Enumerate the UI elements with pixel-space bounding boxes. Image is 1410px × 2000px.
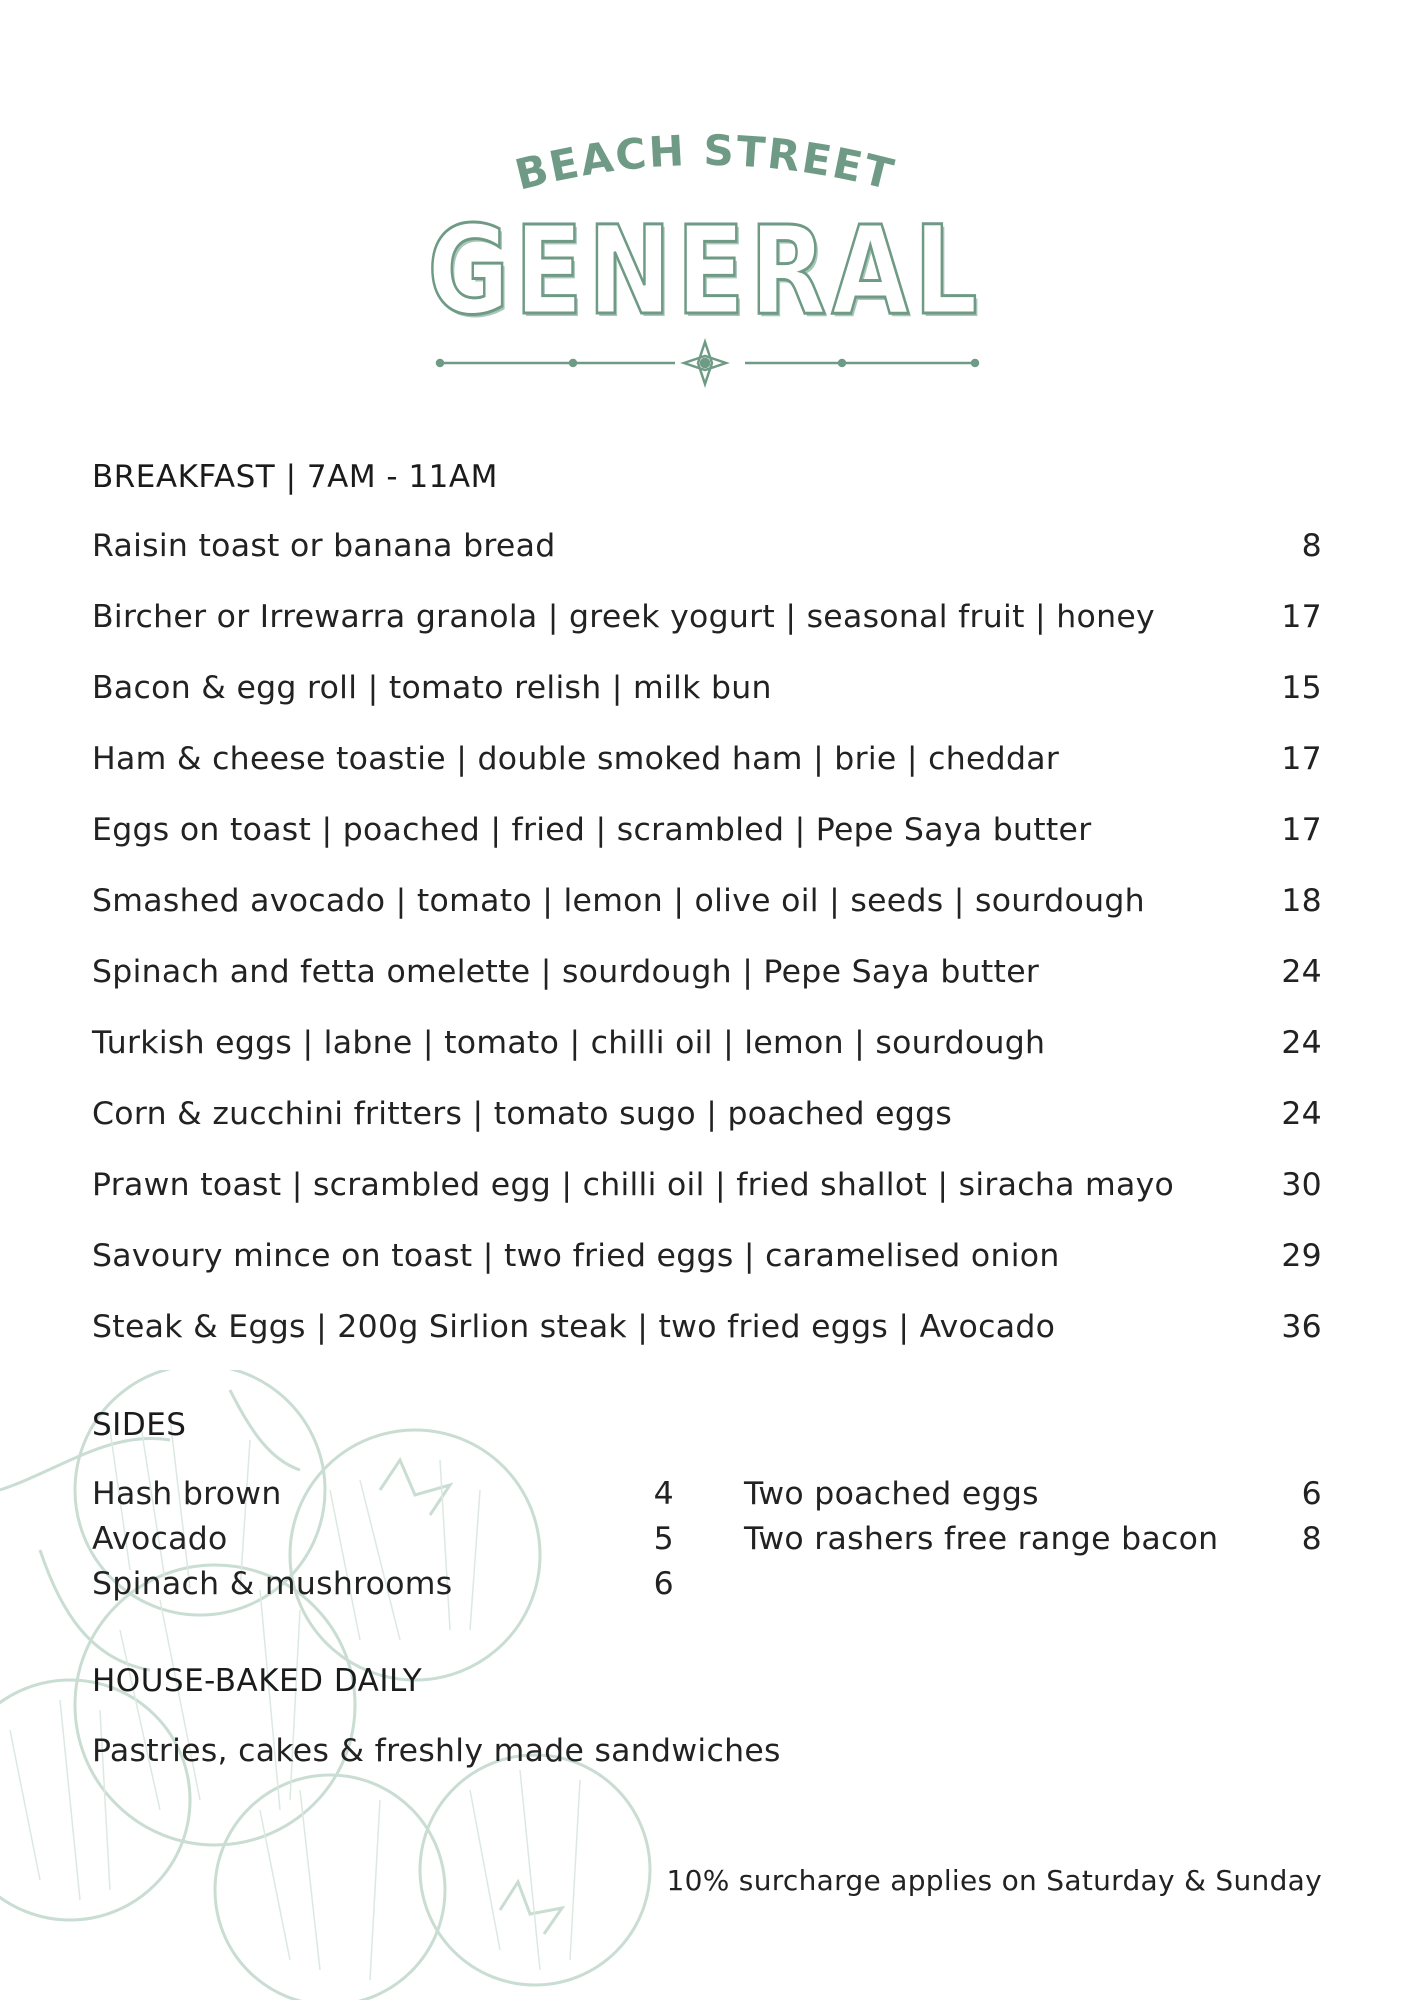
menu-item	[92, 1008, 1322, 1079]
side-item-name: Hash brown	[92, 1476, 282, 1512]
brand-small-title: BEACH STREET	[510, 125, 900, 200]
sides-right-column	[744, 1472, 1322, 1562]
side-item-price: 5	[653, 1521, 674, 1557]
side-item-price: 8	[1301, 1521, 1322, 1557]
side-item	[92, 1562, 674, 1607]
side-item-name: Two rashers free range bacon	[744, 1521, 1219, 1557]
menu-item-name: Savoury mince on toast | two fried eggs | caramelised onion	[92, 1238, 1060, 1274]
menu-item-name: Bircher or Irrewarra granola | greek yogurt | seasonal fruit | honey	[92, 599, 1155, 635]
house-baked-text: Pastries, cakes & freshly made sandwiches	[92, 1733, 781, 1769]
breakfast-heading: BREAKFAST | 7AM - 11AM	[92, 459, 498, 495]
surcharge-note: 10% surcharge applies on Saturday & Sunday	[666, 1864, 1322, 1897]
menu-item-price: 29	[1281, 1238, 1322, 1274]
sides-section	[92, 1407, 1322, 1610]
menu-item-price: 30	[1281, 1167, 1322, 1203]
menu-item-name: Turkish eggs | labne | tomato | chilli oil | lemon | sourdough	[92, 1025, 1046, 1061]
menu-item-name: Prawn toast | scrambled egg | chilli oil | fried shallot | siracha mayo	[92, 1167, 1175, 1203]
menu-item	[92, 1079, 1322, 1150]
side-item-price: 6	[1301, 1476, 1322, 1512]
menu-item-name: Spinach and fetta omelette | sourdough | Pepe Saya butter	[92, 954, 1040, 990]
menu-item	[92, 1221, 1322, 1292]
menu-item-price: 17	[1281, 599, 1322, 635]
menu-item	[92, 511, 1322, 582]
menu-item-name: Steak & Eggs | 200g Sirlion steak | two fried eggs | Avocado	[92, 1309, 1056, 1345]
house-baked-section	[92, 1663, 1322, 1769]
side-item-price: 6	[653, 1566, 674, 1602]
side-item	[92, 1472, 674, 1517]
menu-item-name: Corn & zucchini fritters | tomato sugo | poached eggs	[92, 1096, 953, 1132]
menu-item-price: 17	[1281, 741, 1322, 777]
side-item-name: Two poached eggs	[744, 1476, 1039, 1512]
menu-item-name: Ham & cheese toastie | double smoked ham | brie | cheddar	[92, 741, 1060, 777]
side-item-name: Spinach & mushrooms	[92, 1566, 453, 1602]
menu-item	[92, 582, 1322, 653]
sides-heading: SIDES	[92, 1407, 187, 1443]
menu-item-price: 24	[1281, 1096, 1322, 1132]
menu-item-price: 18	[1281, 883, 1322, 919]
brand-logo	[0, 120, 1410, 400]
side-item-price: 4	[653, 1476, 674, 1512]
menu-item-price: 36	[1281, 1309, 1322, 1345]
menu-item	[92, 653, 1322, 724]
svg-text:BEACH STREET	[510, 126, 899, 200]
side-item	[744, 1472, 1322, 1517]
menu-item	[92, 1292, 1322, 1363]
brand-big-title: GENERAL	[427, 200, 983, 342]
sides-left-column	[92, 1472, 674, 1607]
menu-item	[92, 937, 1322, 1008]
menu-item-price: 24	[1281, 1025, 1322, 1061]
menu-item	[92, 866, 1322, 937]
menu-item-price: 15	[1281, 670, 1322, 706]
breakfast-list	[92, 511, 1322, 1363]
menu-item-price: 17	[1281, 812, 1322, 848]
menu-item	[92, 795, 1322, 866]
menu-item-price: 8	[1301, 528, 1322, 564]
menu-item-name: Smashed avocado | tomato | lemon | olive oil | seeds | sourdough	[92, 883, 1145, 919]
menu-item	[92, 724, 1322, 795]
side-item	[744, 1517, 1322, 1562]
side-item-name: Avocado	[92, 1521, 228, 1557]
menu-item-name: Bacon & egg roll | tomato relish | milk bun	[92, 670, 772, 706]
menu-item-name: Eggs on toast | poached | fried | scrambled | Pepe Saya butter	[92, 812, 1092, 848]
side-item	[92, 1517, 674, 1562]
ornament-divider	[437, 342, 978, 384]
breakfast-section	[92, 459, 1322, 1363]
menu-item-name: Raisin toast or banana bread	[92, 528, 556, 564]
menu-item-price: 24	[1281, 954, 1322, 990]
house-baked-heading: HOUSE-BAKED DAILY	[92, 1663, 423, 1699]
menu-item	[92, 1150, 1322, 1221]
